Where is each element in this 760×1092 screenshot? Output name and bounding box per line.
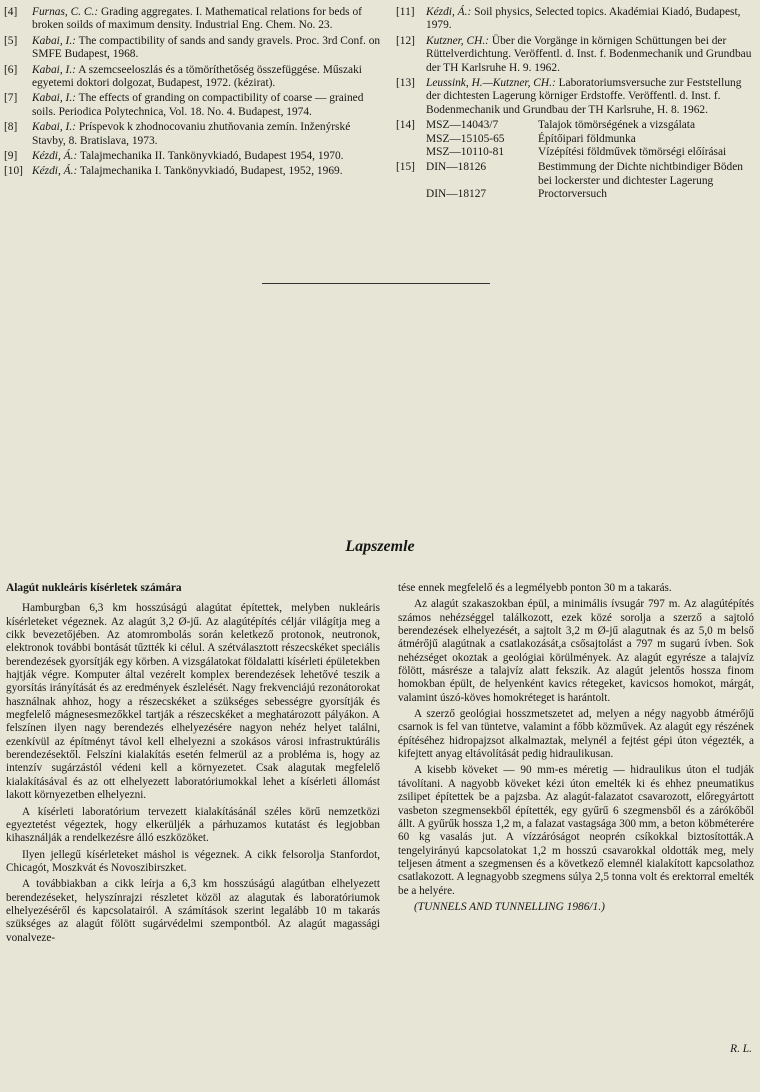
reference-number: [15] xyxy=(396,161,415,174)
reference-text: Laboratoriumsversuche zur Feststellung der dichtesten Lagerung körniger Erdstoffe. Veröffentl. d. Inst. f. Bodenmechanik und Grundbau der TH Karlsruhe, H. 8. 1962. xyxy=(426,77,742,116)
article-paragraph: A továbbiakban a cikk leírja a 6,3 km hosszúságú alagútban elhelyezett berendezéseket, helyszínrajzi részletet közöl az alagutak és laboratóriumok elhelyezéséről és kapcsolatairól. A számítások szerint legalább 10 m takarás szükséges az alagút fölött sugárvédelmi szempontból. Az alagút magassági vonalveze- xyxy=(6,878,380,944)
reference-text-wrap xyxy=(32,150,382,163)
standard-code: DIN—18126 xyxy=(426,161,487,174)
reference-text: Príspevok k zhodnocovaniu zhutňovania zemín. Inženýrské Stavby, 8. Bratislava, 1973. xyxy=(32,121,351,147)
reference-number: [8] xyxy=(4,121,18,134)
reference-item xyxy=(4,92,382,119)
article-paragraph: Ilyen jellegű kísérleteket máshol is végeznek. A cikk felsorolja Stanfordot, Chicagót, Moszkvát és Novoszibirszket. xyxy=(6,848,380,874)
standard-row xyxy=(426,161,754,188)
reference-number: [9] xyxy=(4,150,18,163)
reference-text-wrap xyxy=(32,35,382,62)
standard-description: Talajok tömörségének a vizsgálata xyxy=(538,119,696,132)
reference-author: Kutzner, CH.: xyxy=(426,34,489,47)
article-column-right xyxy=(398,582,754,917)
reference-number: [6] xyxy=(4,63,18,76)
section-divider xyxy=(262,283,490,284)
reference-item xyxy=(396,77,754,117)
reference-text-wrap xyxy=(32,64,382,91)
reference-author: Kézdi, Á.: xyxy=(426,6,472,18)
standard-description: Bestimmung der Dichte nichtbindiger Böden bei lockerster und dichtester Lagerung xyxy=(538,161,743,187)
reference-text-wrap xyxy=(32,92,382,119)
article-paragraph: A szerző geológiai hosszmetszetet ad, melyen a négy nagyobb átmérőjű csarnok is fel van tüntetve, valamint a főbb közművek. Az alagút egy részének építéséhez hidropajzsot alkalmaztak, melynél a fejtést gépi úton végezték, a kifejtett anyag eltávolítását pedig hidraulikusan. xyxy=(398,708,754,761)
reference-item xyxy=(4,64,382,91)
reference-item xyxy=(4,35,382,62)
references-right xyxy=(396,6,754,204)
standard-row xyxy=(426,146,754,159)
reference-item xyxy=(4,6,382,33)
reference-text-wrap xyxy=(426,77,754,117)
reference-item xyxy=(4,121,382,148)
standards-list xyxy=(426,161,754,201)
article-paragraph: A kisebb köveket — 90 mm-es méretig — hidraulikus úton el tudják távolítani. A nagyobb köveket kézi úton emelték ki és ehhez pneumatikus zsilipet építettek be a pajzsba. Az alagút-falazatot csavarozott, előregyártott vasbeton szegmensekből építették, egy gyűrű 6 szegmensből és a zárókőből állt. A gyűrűk hossza 1,2 m, a falazat vastagsága 300 mm, a beton köbméterére 60 kg vasalás jut. A vízzáróságot neoprén csíkokkal biztosították.A tengelyirányú kapcsolatokat 1,2 m hosszú csavarokkal oldották meg, mely teljesen átment a szegmensen és a következő elemnél kialakított kapcsolathoz csatlakozott. A legnagyobb szegmens súlya 2,5 tonna volt és erektorral emelték be a helyére. xyxy=(398,764,754,897)
reference-author: Leussink, H.—Kutzner, CH.: xyxy=(426,77,556,90)
article-source: (TUNNELS AND TUNNELLING 1986/1.) xyxy=(414,900,605,913)
section-title: Lapszemle xyxy=(345,538,415,555)
article-paragraph: Az alagút szakaszokban épül, a minimális ívsugár 797 m. Az alagútépítés számos nehézséggel találkozott, ezek közé sorolja a szerző a sajtoló berendezések elhelyezését, a sajtolt 3,2 m Ø-jű alagutnak és az 5,0 m belső átmérőjű alagútnak a csatlakozását,a csősajtolást a 797 m sugarú ívben. Sok nehézséget okoztak a geológiai körülmények. Az alagút egyrésze a talajvíz fölött, másrésze a talajvíz alatt fekszik. Az alagút jelentős hossza finom homokban épült, de helyenként kavics rétegeket, kavicsos homokot, márgát, valamint úszó-köves homokréteget is harántolt. xyxy=(398,598,754,704)
standard-row xyxy=(426,188,754,201)
article-paragraph: Hamburgban 6,3 km hosszúságú alagútat építettek, melyben nukleáris kísérleteket végeznek. Az alagút 3,2 Ø-jű. Az alagútépítés céljár világítja meg a cikk bevezetőjében. Az atomrombolás során keletkező protonok, neutronok, elektronok további bontását tűztték ki célul. A szétválasztott részecskéket speciális berendezések gyorsítják egy körben. A vizsgálatokat földalatti kísérleti épületekben hajtják végre. Komputer által vezérelt komplex berendezések lehetővé teszik a gyorsítás irányítását és az eredmények észlelését. Nagy frekvenciájú rezonátorokat használnak ahhoz, hogy a részecskéket a szükséges sebességre gyorsítják és megfelelő mágnesesmezőkkel tartják a részecskéket a meghatározott pályákon. A felszínen ilyen nagy berendezés elhelyezésére nagyon nehéz helyet találni, ezenkívül az építményt távol kell elhelyezni a szokásos városi infrastruktúrális berendezésektől. Felszíni kialakítás esetén felmerül az a probléma is, hogy az intenzív sugárzástól védeni kell a környezetet. Csak alagutak megfelelő kialakításával és az ott elhelyezett laboratóriumokkal lehet a kísérleti állomást lakott környezetben elhelyezni. xyxy=(6,602,380,802)
standards-list xyxy=(426,119,754,159)
reference-text: Über die Vorgänge in körnigen Schüttungen bei der Rüttelverdichtung. Veröffentl. d. Inst. f. Bodenmechanik und Grundbau der TH Karlsruhe H. 9. 1962. xyxy=(426,34,752,74)
reference-number: [10] xyxy=(4,165,23,178)
article-paragraph: A kísérleti laboratórium tervezett kialakításánál széles körű nemzetközi egyeztetést végeztek, hogy elkerüljék a párhuzamos kutatást és legjobban kihasználják a rendelkezésre álló eszközöket. xyxy=(6,805,380,845)
reference-number: [11] xyxy=(396,6,415,18)
standard-row xyxy=(426,133,754,146)
article-paragraph: tése ennek megfelelő és a legmélyebb ponton 30 m a takarás. xyxy=(398,582,672,594)
reference-text: The compactibility of sands and sandy gravels. Proc. 3rd Conf. on SMFE Budapest, 1968. xyxy=(32,34,381,61)
reference-item xyxy=(396,119,754,159)
reference-text: Soil physics, Selected topics. Akadémiai Kiadó, Budapest, 1979. xyxy=(426,6,741,32)
references-left xyxy=(4,6,382,181)
standard-code: MSZ—15105-65 xyxy=(426,132,505,145)
reference-number: [13] xyxy=(396,77,415,90)
reference-text-wrap xyxy=(426,35,754,75)
reference-text: The effects of granding on compactibility of coarse — grained soils. Periodica Polytechnica, Vol. 18. No. 4. Budapest, 1974. xyxy=(32,92,364,118)
reference-author: Kabai, I.: xyxy=(32,92,76,105)
standard-code: MSZ—10110-81 xyxy=(426,146,505,159)
standard-code: MSZ—14043/7 xyxy=(426,119,499,132)
author-initials: R. L. xyxy=(730,1043,752,1055)
reference-author: Furnas, C. C.: xyxy=(32,6,99,18)
reference-author: Kabai, I.: xyxy=(32,34,76,47)
article-title: Alagút nukleáris kísérletek számára xyxy=(6,582,182,594)
standard-row xyxy=(426,119,754,132)
reference-author: Kézdi, Á.: xyxy=(32,165,78,178)
reference-text: A szemcseeloszlás és a tömöríthetőség összefüggése. Műszaki egyetemi doktori dolgozat, Budapest, 1972. (kézirat). xyxy=(32,63,362,90)
reference-author: Kézdi, Á.: xyxy=(32,150,78,163)
reference-text-wrap xyxy=(32,121,382,148)
reference-text: Grading aggregates. I. Mathematical relations for beds of broken soilds of maximum density. Industrial Eng. Chem. No. 23. xyxy=(32,6,362,32)
reference-item xyxy=(396,6,754,33)
reference-text-wrap xyxy=(32,6,382,33)
reference-number: [5] xyxy=(4,34,18,47)
reference-author: Kabai, I.: xyxy=(32,63,76,76)
reference-text-wrap xyxy=(426,6,754,33)
reference-text: Talajmechanika I. Tankönyvkiadó, Budapest, 1952, 1969. xyxy=(79,165,343,178)
reference-text-wrap xyxy=(32,165,382,178)
standard-code: DIN—18127 xyxy=(426,188,487,201)
reference-item xyxy=(4,150,382,163)
reference-item xyxy=(4,165,382,178)
standard-description: Építőipari földmunka xyxy=(538,132,636,145)
reference-number: [14] xyxy=(396,119,415,132)
article-column-left xyxy=(6,582,380,948)
reference-number: [12] xyxy=(396,34,415,47)
reference-number: [7] xyxy=(4,92,18,105)
standard-description: Proctorversuch xyxy=(538,188,607,201)
reference-author: Kabai, I.: xyxy=(32,121,76,134)
reference-text: Talajmechanika II. Tankönyvkiadó, Budapest 1954, 1970. xyxy=(79,150,344,163)
reference-item xyxy=(396,161,754,201)
standard-description: Vízépítési földművek tömörségi előírásai xyxy=(538,146,727,159)
reference-number: [4] xyxy=(4,6,18,18)
reference-item xyxy=(396,35,754,75)
